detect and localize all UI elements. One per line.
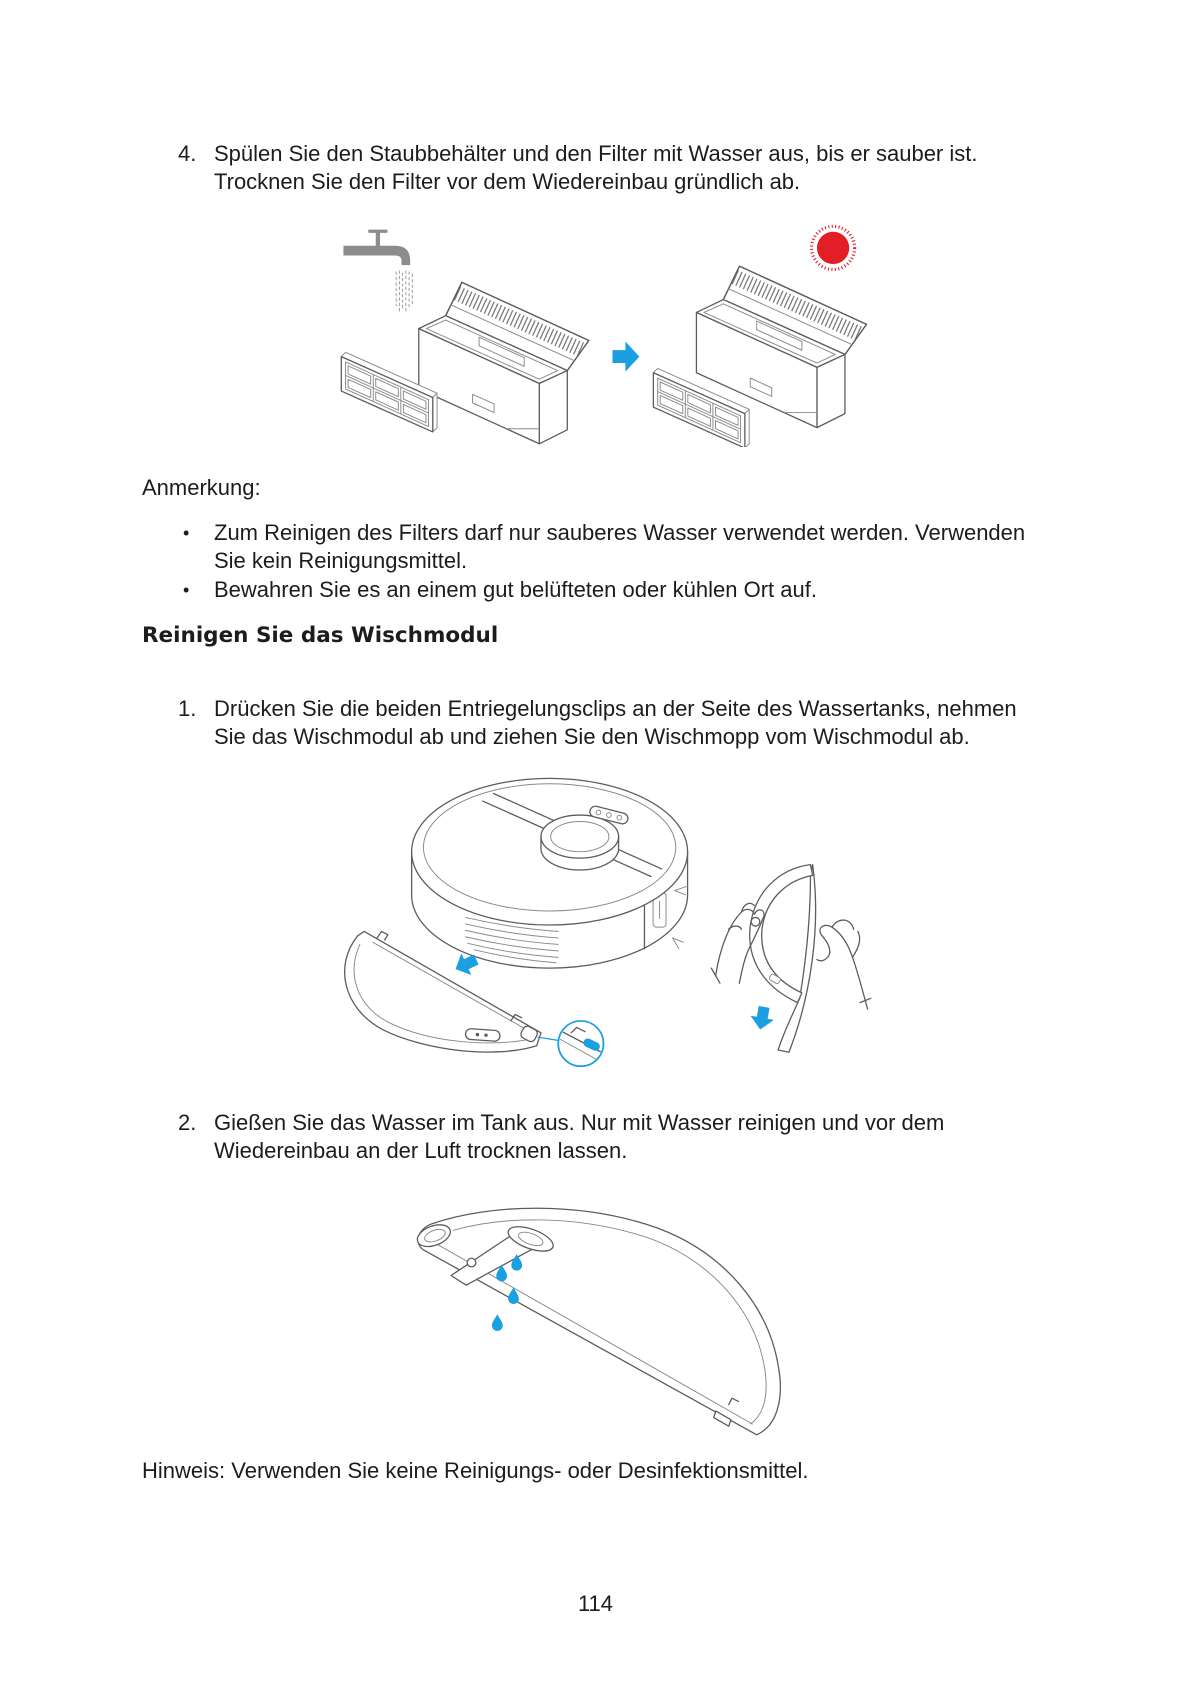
sun-icon [812, 226, 855, 269]
note-bullet-1-line-2: Sie kein Reinigungsmittel. [214, 548, 468, 573]
dust-bin-rinsed [419, 282, 589, 443]
faucet-icon [343, 230, 410, 266]
drain-tank-illustration [410, 1198, 787, 1438]
rinse-and-dry-illustration [329, 221, 868, 447]
note-label: Anmerkung: [142, 475, 261, 500]
step-4-number: 4. [178, 141, 197, 166]
robot-vacuum [412, 778, 688, 968]
release-clip-magnifier [538, 1021, 606, 1066]
bullet-dot: • [183, 523, 190, 543]
step-4-line-2: Trocknen Sie den Filter vor dem Wiedereinbau gründlich ab. [214, 169, 801, 194]
note-bullet-1-line-1: Zum Reinigen des Filters darf nur sauberes Wasser verwendet werden. Verwenden [214, 520, 1026, 545]
bullet-dot: • [183, 580, 190, 600]
mop-module [414, 1208, 780, 1435]
step-1-number: 1. [178, 696, 197, 721]
arrow-down-icon [748, 1005, 775, 1032]
hint-text: Hinweis: Verwenden Sie keine Reinigungs- oder Desinfektionsmittel. [142, 1458, 809, 1483]
right-hand [817, 920, 871, 1009]
remove-mop-illustration [334, 774, 873, 1076]
step-1-line-2: Sie das Wischmodul ab und ziehen Sie den Wischmopp vom Wischmodul ab. [214, 724, 970, 749]
page-number: 114 [577, 1591, 614, 1616]
step-4-line-1: Spülen Sie den Staubbehälter und den Filter mit Wasser aus, bis er sauber ist. [214, 141, 978, 166]
water-stream [396, 271, 412, 314]
step-2-line-1: Gießen Sie das Wasser im Tank aus. Nur mit Wasser reinigen und vor dem [214, 1110, 945, 1135]
note-bullet-2-line-1: Bewahren Sie es an einem gut belüfteten oder kühlen Ort auf. [214, 577, 817, 602]
step-1-line-1: Drücken Sie die beiden Entriegelungsclips an der Seite des Wassertanks, nehmen [214, 696, 1017, 721]
step-2-number: 2. [178, 1110, 197, 1135]
step-2-line-2: Wiedereinbau an der Luft trocknen lassen. [214, 1138, 628, 1163]
arrow-right-icon [612, 342, 639, 372]
mop-cloth-removal [711, 865, 871, 1053]
section-heading: Reinigen Sie das Wischmodul [142, 623, 499, 648]
